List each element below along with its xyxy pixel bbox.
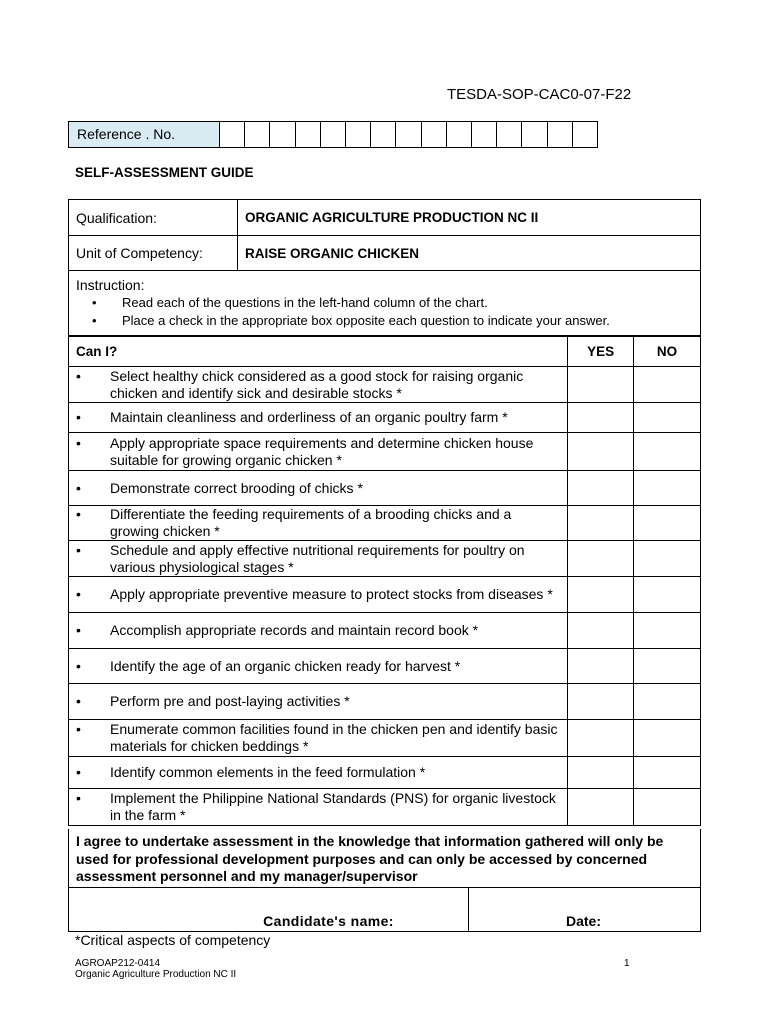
yes-checkbox[interactable]: [568, 433, 634, 471]
instruction-list: [76, 294, 693, 330]
question-item: • Perform pre and post-laying activities *: [76, 693, 560, 710]
question-row: [69, 789, 701, 826]
reference-digit-box[interactable]: [447, 122, 472, 147]
no-checkbox[interactable]: [634, 684, 701, 720]
question-row: [69, 613, 701, 649]
question-text: [69, 433, 568, 471]
reference-digit-box[interactable]: [573, 122, 597, 147]
yes-checkbox[interactable]: [568, 506, 634, 541]
question-row: [69, 720, 701, 757]
date-field[interactable]: [469, 888, 700, 931]
page-title: SELF-ASSESSMENT GUIDE: [75, 165, 254, 180]
question-item: • Identify common elements in the feed formulation *: [76, 764, 560, 781]
reference-digit-box[interactable]: [371, 122, 396, 147]
question-row: [69, 367, 701, 403]
reference-digit-box[interactable]: [422, 122, 447, 147]
reference-digit-box[interactable]: [321, 122, 346, 147]
question-item: • Maintain cleanliness and orderliness of an organic poultry farm *: [76, 409, 560, 426]
question-text: [69, 506, 568, 541]
yes-checkbox[interactable]: [568, 613, 634, 649]
question-row: [69, 471, 701, 506]
yes-checkbox[interactable]: [568, 367, 634, 403]
reference-boxes: [220, 122, 597, 147]
question-row: [69, 403, 701, 433]
page-number: 1: [624, 958, 630, 969]
yes-checkbox[interactable]: [568, 720, 634, 757]
no-checkbox[interactable]: [634, 613, 701, 649]
question-item: • Select healthy chick considered as a good stock for raising organic chicken and identify sick and desirable stocks *: [76, 368, 560, 402]
yes-checkbox[interactable]: [568, 649, 634, 684]
agreement-statement: I agree to undertake assessment in the knowledge that information gathered will only be used for professional development purposes and can only be accessed by concerned assessment personnel and my manager/supervisor: [68, 829, 701, 888]
no-checkbox[interactable]: [634, 403, 701, 433]
reference-digit-box[interactable]: [296, 122, 321, 147]
yes-checkbox[interactable]: [568, 577, 634, 613]
candidate-name-label: Candidate's name:: [263, 913, 394, 929]
yes-checkbox[interactable]: [568, 541, 634, 577]
question-row: [69, 433, 701, 471]
date-label: Date:: [566, 913, 602, 929]
no-checkbox[interactable]: [634, 506, 701, 541]
unit-label: Unit of Competency:: [69, 236, 238, 271]
questions-table: [68, 336, 701, 826]
instruction-item: • Place a check in the appropriate box opposite each question to indicate your answer.: [76, 312, 693, 330]
question-item: • Apply appropriate space requirements and determine chicken house suitable for growing organic chicken *: [76, 435, 560, 469]
question-text: [69, 649, 568, 684]
critical-note: *Critical aspects of competency: [75, 932, 271, 948]
question-item: • Schedule and apply effective nutritional requirements for poultry on various physiological stages *: [76, 542, 560, 576]
question-text: [69, 471, 568, 506]
question-text: [69, 720, 568, 757]
reference-digit-box[interactable]: [522, 122, 547, 147]
question-text: [69, 577, 568, 613]
instruction-block: [68, 270, 701, 336]
reference-digit-box[interactable]: [548, 122, 573, 147]
unit-row: [69, 236, 701, 271]
question-text: [69, 613, 568, 649]
question-row: [69, 649, 701, 684]
no-checkbox[interactable]: [634, 649, 701, 684]
qualification-value: ORGANIC AGRICULTURE PRODUCTION NC II: [238, 200, 701, 236]
question-row: [69, 684, 701, 720]
reference-digit-box[interactable]: [497, 122, 522, 147]
qualification-label: Qualification:: [69, 200, 238, 236]
no-checkbox[interactable]: [634, 471, 701, 506]
reference-digit-box[interactable]: [245, 122, 270, 147]
question-item: • Apply appropriate preventive measure to protect stocks from diseases *: [76, 586, 560, 603]
question-item: • Implement the Philippine National Standards (PNS) for organic livestock in the farm *: [76, 790, 560, 824]
reference-digit-box[interactable]: [220, 122, 245, 147]
reference-digit-box[interactable]: [270, 122, 295, 147]
question-text: [69, 789, 568, 826]
yes-checkbox[interactable]: [568, 471, 634, 506]
question-row: [69, 541, 701, 577]
yes-checkbox[interactable]: [568, 684, 634, 720]
instruction-label: Instruction:: [76, 277, 145, 293]
info-table: [68, 199, 701, 271]
footer-subtitle: Organic Agriculture Production NC II: [75, 969, 237, 980]
signature-row: [68, 888, 701, 932]
question-item: • Demonstrate correct brooding of chicks *: [76, 480, 560, 497]
reference-label: Reference . No.: [69, 122, 220, 147]
unit-value: RAISE ORGANIC CHICKEN: [238, 236, 701, 271]
question-text: [69, 403, 568, 433]
no-checkbox[interactable]: [634, 720, 701, 757]
yes-checkbox[interactable]: [568, 789, 634, 826]
no-checkbox[interactable]: [634, 367, 701, 403]
yes-header: YES: [568, 337, 634, 367]
question-text: [69, 541, 568, 577]
questions-header-row: [69, 337, 701, 367]
question-item: • Identify the age of an organic chicken ready for harvest *: [76, 658, 560, 675]
yes-checkbox[interactable]: [568, 757, 634, 789]
question-text: [69, 367, 568, 403]
question-row: [69, 757, 701, 789]
question-item: • Accomplish appropriate records and maintain record book *: [76, 622, 560, 639]
footer-code: AGROAP212-0414: [75, 958, 161, 969]
no-header: NO: [634, 337, 701, 367]
qualification-row: [69, 200, 701, 236]
reference-number-field: [68, 121, 598, 148]
no-checkbox[interactable]: [634, 789, 701, 826]
no-checkbox[interactable]: [634, 577, 701, 613]
reference-digit-box[interactable]: [396, 122, 421, 147]
question-row: [69, 577, 701, 613]
question-text: [69, 757, 568, 789]
can-i-header: Can I?: [69, 337, 568, 367]
no-checkbox[interactable]: [634, 541, 701, 577]
instruction-item: • Read each of the questions in the left-hand column of the chart.: [76, 294, 693, 312]
form-code: TESDA-SOP-CAC0-07-F22: [447, 86, 632, 103]
yes-checkbox[interactable]: [568, 403, 634, 433]
no-checkbox[interactable]: [634, 757, 701, 789]
question-text: [69, 684, 568, 720]
candidate-name-field[interactable]: [69, 888, 469, 931]
question-item: • Enumerate common facilities found in the chicken pen and identify basic materials for chicken beddings *: [76, 721, 560, 755]
question-item: • Differentiate the feeding requirements of a brooding chicks and a growing chicken *: [76, 506, 560, 540]
reference-digit-box[interactable]: [346, 122, 371, 147]
reference-digit-box[interactable]: [472, 122, 497, 147]
no-checkbox[interactable]: [634, 433, 701, 471]
question-row: [69, 506, 701, 541]
